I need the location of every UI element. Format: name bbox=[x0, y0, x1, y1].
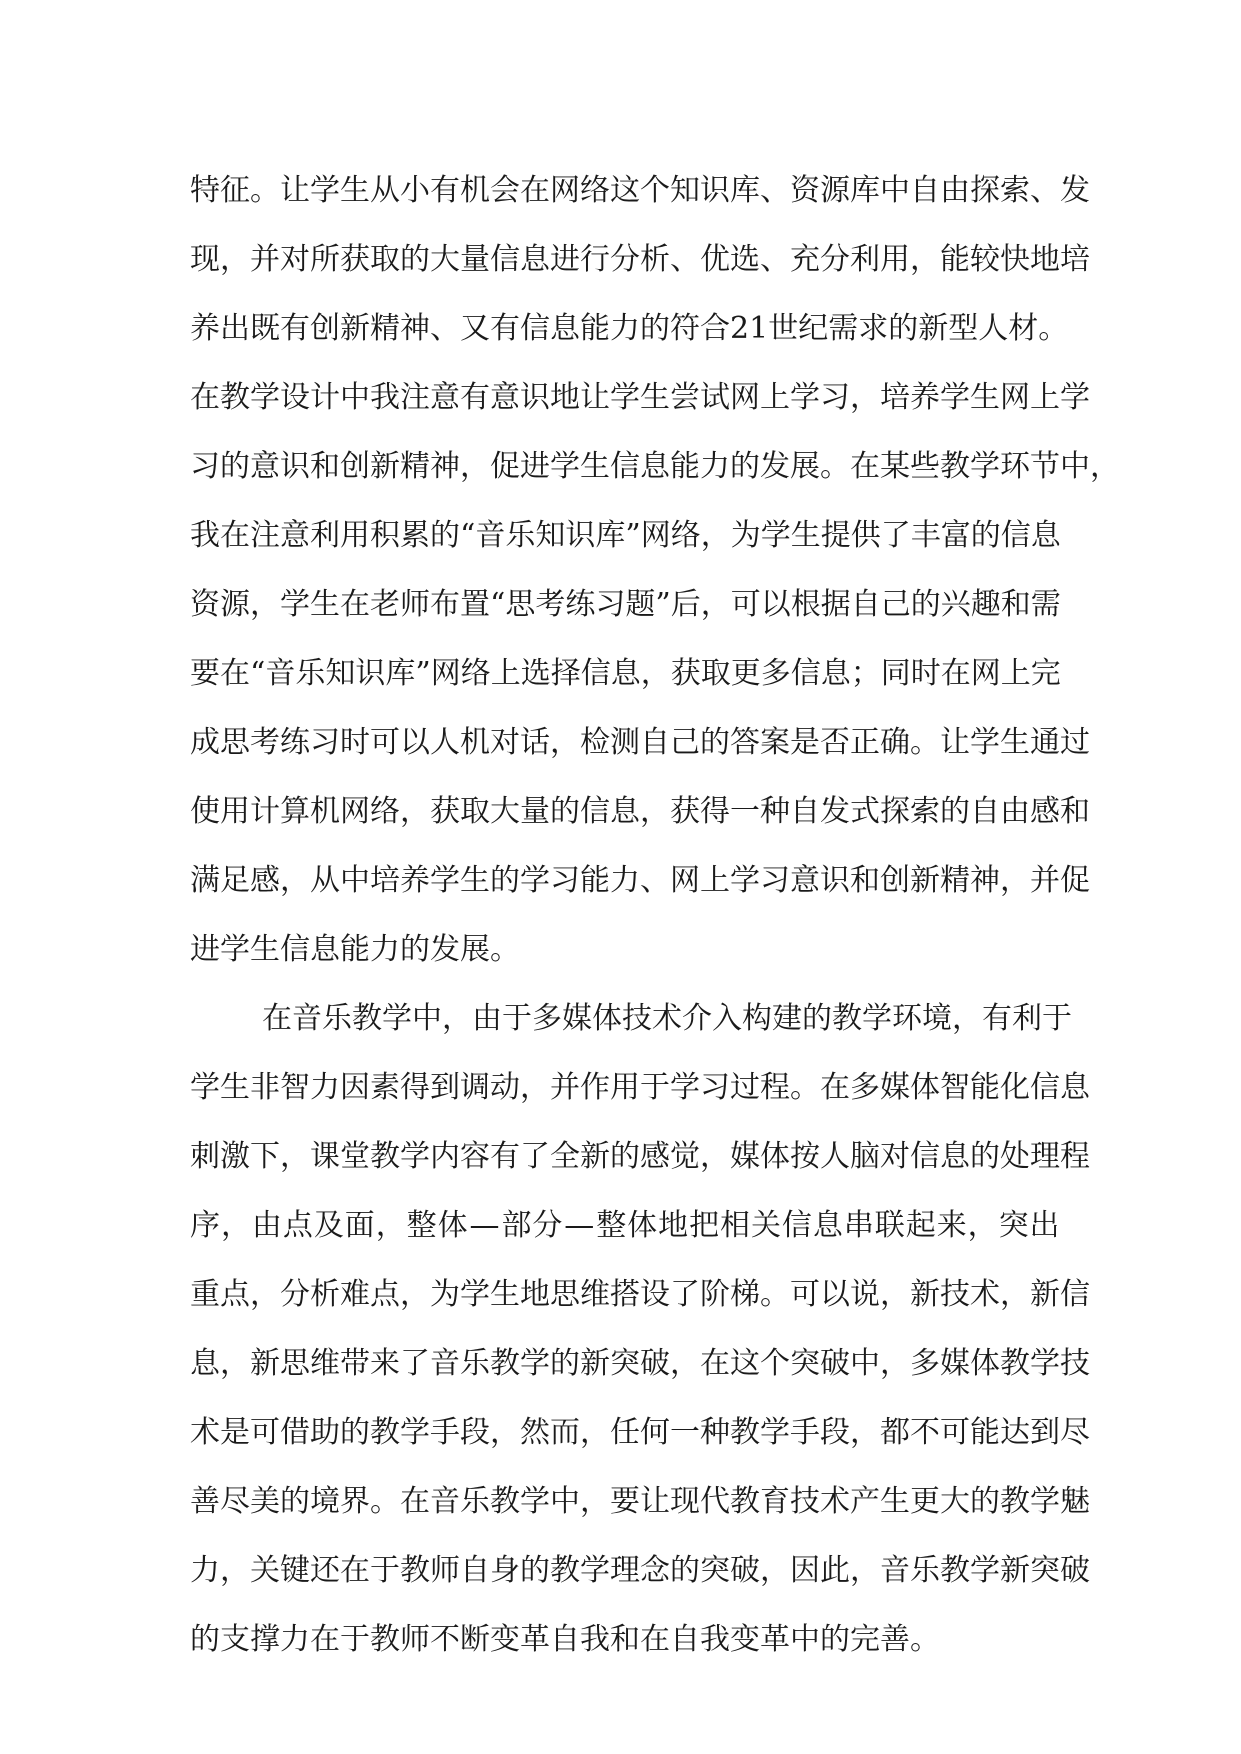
text-line: 要 在 “ 音 乐 知 识 库 ” 网 络 上 选 择 信 息 ， 获 取 更 多 信 息 ； 同 时 在 网 上 完 bbox=[190, 656, 1061, 691]
text-line: 养 出 既 有 创 新 精 神 、 又 有 信 息 能 力 的 符 合 2 1 世 纪 需 求 的 新 型 人 材 。 bbox=[190, 311, 1069, 346]
text-line: 息 ， 新 思 维 带 来 了 音 乐 教 学 的 新 突 破 ， 在 这 个 突 破 中 ， 多 媒 体 教 学 技 bbox=[190, 1346, 1090, 1381]
text-line: 使 用 计 算 机 网 络 ， 获 取 大 量 的 信 息 ， 获 得 一 种 自 发 式 探 索 的 自 由 感 和 bbox=[190, 794, 1090, 829]
text-line: 现 ， 并 对 所 获 取 的 大 量 信 息 进 行 分 析 、 优 选 、 充 分 利 用 ， 能 较 快 地 培 bbox=[190, 242, 1090, 277]
text-line: 重 点 ， 分 析 难 点 ， 为 学 生 地 思 维 搭 设 了 阶 梯 。 可 以 说 ， 新 技 术 ， 新 信 bbox=[190, 1277, 1090, 1312]
text-line: 资 源 ， 学 生 在 老 师 布 置 “ 思 考 练 习 题 ” 后 ， 可 以 根 据 自 己 的 兴 趣 和 需 bbox=[190, 587, 1061, 622]
text-line: 学 生 非 智 力 因 素 得 到 调 动 ， 并 作 用 于 学 习 过 程 。 在 多 媒 体 智 能 化 信 息 bbox=[190, 1070, 1090, 1105]
text-line: 善 尽 美 的 境 界 。 在 音 乐 教 学 中 ， 要 让 现 代 教 育 技 术 产 生 更 大 的 教 学 魅 bbox=[190, 1484, 1090, 1519]
body-text bbox=[190, 156, 1120, 1674]
text-line: 在 教 学 设 计 中 我 注 意 有 意 识 地 让 学 生 尝 试 网 上 学 习 ， 培 养 学 生 网 上 学 bbox=[190, 380, 1090, 415]
text-line: 在 音 乐 教 学 中 ， 由 于 多 媒 体 技 术 介 入 构 建 的 教 学 环 境 ， 有 利 于 bbox=[262, 1001, 1072, 1036]
text-line: 进学生信息能力的发展。 bbox=[190, 932, 520, 967]
paragraph-2 bbox=[190, 984, 1090, 1674]
text-line: 满 足 感 ， 从 中 培 养 学 生 的 学 习 能 力 、 网 上 学 习 意 识 和 创 新 精 神 ， 并 促 bbox=[190, 863, 1090, 898]
text-line: 术 是 可 借 助 的 教 学 手 段 ， 然 而 ， 任 何 一 种 教 学 手 段 ， 都 不 可 能 达 到 尽 bbox=[190, 1415, 1090, 1450]
text-line: 刺 激 下 ， 课 堂 教 学 内 容 有 了 全 新 的 感 觉 ， 媒 体 按 人 脑 对 信 息 的 处 理 程 bbox=[190, 1139, 1090, 1174]
text-line: 的支撑力在于教师不断变革自我和在自我变革中的完善。 bbox=[190, 1622, 940, 1657]
text-line: 力 ， 关 键 还 在 于 教 师 自 身 的 教 学 理 念 的 突 破 ， 因 此 ， 音 乐 教 学 新 突 破 bbox=[190, 1553, 1090, 1588]
text-line: 习 的 意 识 和 创 新 精 神 ， 促 进 学 生 信 息 能 力 的 发 展 。 在 某 些 教 学 环 节 中 ， bbox=[190, 449, 1120, 484]
text-line: 成 思 考 练 习 时 可 以 人 机 对 话 ， 检 测 自 己 的 答 案 是 否 正 确 。 让 学 生 通 过 bbox=[190, 725, 1090, 760]
text-line: 序 ， 由 点 及 面 ， 整 体 — 部 分 — 整 体 地 把 相 关 信 息 串 联 起 来 ， 突 出 bbox=[190, 1208, 1060, 1243]
paragraph-1 bbox=[190, 156, 1120, 984]
text-line: 特 征 。 让 学 生 从 小 有 机 会 在 网 络 这 个 知 识 库 、 资 源 库 中 自 由 探 索 、 发 bbox=[190, 173, 1090, 208]
text-line: 我 在 注 意 利 用 积 累 的 “ 音 乐 知 识 库 ” 网 络 ， 为 学 生 提 供 了 丰 富 的 信 息 bbox=[190, 518, 1061, 553]
